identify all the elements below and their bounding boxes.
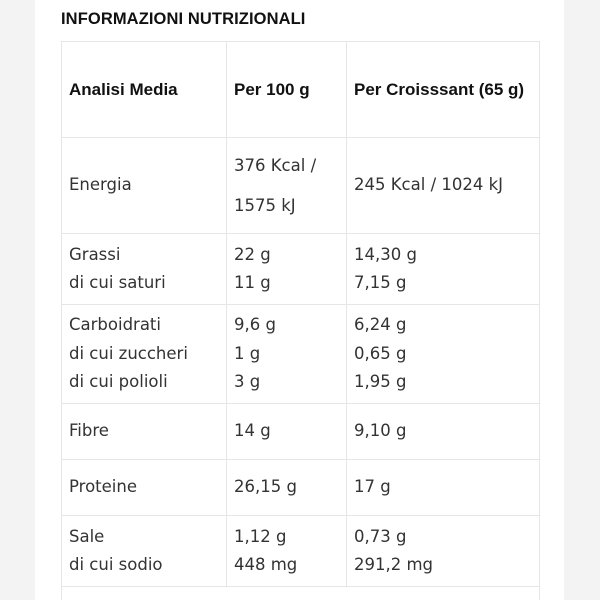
value-per-croissant (347, 138, 540, 234)
value-per-croissant (347, 404, 540, 460)
table-row-protein (62, 460, 540, 516)
column-header-per-100g: Per 100 g (227, 42, 347, 138)
value-per-croissant (347, 460, 540, 516)
value-line: 1,95 g (354, 372, 407, 392)
value-line: 376 Kcal / 1575 kJ (234, 155, 317, 215)
row-label-line: Proteine (69, 477, 137, 497)
row-label-line: di cui saturi (69, 273, 166, 292)
table-footer-cell (62, 587, 540, 600)
value-line: 17 g (354, 477, 391, 497)
value-line: 7,15 g (354, 273, 407, 292)
value-line: 291,2 mg (354, 555, 434, 574)
table-header-row (62, 42, 540, 138)
table-row-fats (62, 234, 540, 305)
value-line: 245 Kcal / 1024 kJ (354, 175, 504, 195)
value-per-croissant (347, 516, 540, 587)
value-per-100g (227, 234, 347, 305)
nutrition-panel (35, 0, 564, 600)
value-per-100g (227, 138, 347, 234)
column-header-analysis: Analisi Media (62, 42, 227, 138)
value-line: 0,73 g (354, 526, 407, 546)
value-line: 9,6 g (234, 315, 276, 335)
value-line: 6,24 g (354, 315, 407, 335)
row-label (62, 404, 227, 460)
value-line: 26,15 g (234, 477, 297, 497)
value-per-100g (227, 516, 347, 587)
value-line: 0,65 g (354, 343, 407, 363)
value-line: 448 mg (234, 555, 298, 574)
value-per-croissant (347, 305, 540, 404)
table-row-carbohydrates (62, 305, 540, 404)
row-label-line: Grassi (69, 244, 121, 264)
row-label-line: Energia (69, 175, 132, 195)
row-label-line: Fibre (69, 421, 109, 441)
value-per-100g (227, 305, 347, 404)
table-row-salt (62, 516, 540, 587)
row-label-line: Sale (69, 526, 105, 546)
value-line: 22 g (234, 244, 271, 264)
row-label (62, 234, 227, 305)
value-line: 9,10 g (354, 421, 407, 441)
row-label (62, 138, 227, 234)
section-title: INFORMAZIONI NUTRIZIONALI (61, 10, 306, 28)
row-label-line: di cui polioli (69, 372, 168, 392)
table-footer-row (62, 587, 540, 600)
value-per-100g (227, 404, 347, 460)
table-row-energy (62, 138, 540, 234)
value-line: 1,12 g (234, 526, 287, 546)
value-line: 3 g (234, 372, 261, 392)
value-line: 1 g (234, 343, 261, 363)
value-line: 11 g (234, 273, 271, 292)
value-line: 14,30 g (354, 244, 417, 264)
nutrition-table (61, 41, 540, 600)
value-per-croissant (347, 234, 540, 305)
table-row-fibre (62, 404, 540, 460)
row-label (62, 516, 227, 587)
row-label (62, 305, 227, 404)
value-line: 14 g (234, 421, 271, 441)
row-label-line: di cui sodio (69, 555, 163, 574)
row-label (62, 460, 227, 516)
row-label-line: di cui zuccheri (69, 343, 188, 363)
column-header-per-croissant: Per Croisssant (65 g) (347, 42, 540, 138)
row-label-line: Carboidrati (69, 315, 161, 335)
value-per-100g (227, 460, 347, 516)
